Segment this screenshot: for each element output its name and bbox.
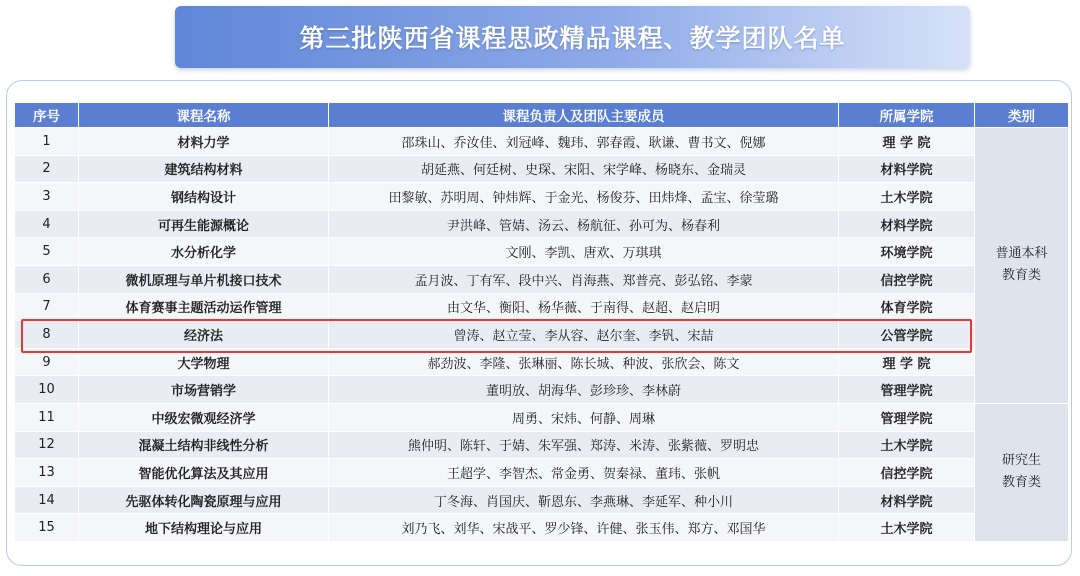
cell-college: 信控学院 <box>839 265 975 293</box>
cell-college: 管理学院 <box>839 403 975 431</box>
cell-course: 地下结构理论与应用 <box>79 514 329 542</box>
table-row <box>15 128 1069 156</box>
cell-college: 体育学院 <box>839 293 975 321</box>
table-row <box>15 293 1069 321</box>
table-row <box>15 183 1069 211</box>
cell-course: 体育赛事主题活动运作管理 <box>79 293 329 321</box>
table-header-row <box>15 103 1069 128</box>
cell-college: 理 学 院 <box>839 348 975 376</box>
cell-college: 环境学院 <box>839 238 975 266</box>
cell-no: 8 <box>15 321 79 349</box>
cell-no: 2 <box>15 155 79 183</box>
table-row <box>15 376 1069 404</box>
cell-members: 文刚、李凯、唐欢、万琪琪 <box>329 238 839 266</box>
cell-category: 研究生 教育类 <box>975 403 1069 541</box>
cell-no: 13 <box>15 459 79 487</box>
cell-no: 15 <box>15 514 79 542</box>
cell-members: 周勇、宋炜、何静、周琳 <box>329 403 839 431</box>
header-members: 课程负责人及团队主要成员 <box>329 103 839 128</box>
cell-members: 王超学、李智杰、常金勇、贺秦禄、董玮、张帆 <box>329 459 839 487</box>
cell-course: 微机原理与单片机接口技术 <box>79 265 329 293</box>
cell-course: 可再生能源概论 <box>79 210 329 238</box>
table-row <box>15 265 1069 293</box>
cell-no: 5 <box>15 238 79 266</box>
table-row <box>15 486 1069 514</box>
title-banner <box>175 6 970 68</box>
cell-college: 公管学院 <box>839 321 975 349</box>
cell-college: 管理学院 <box>839 376 975 404</box>
table-row <box>15 514 1069 542</box>
cell-no: 9 <box>15 348 79 376</box>
cell-no: 3 <box>15 183 79 211</box>
cell-category: 普通本科 教育类 <box>975 128 1069 404</box>
cell-no: 1 <box>15 128 79 156</box>
table-row <box>15 238 1069 266</box>
header-course: 课程名称 <box>79 103 329 128</box>
table-row <box>15 403 1069 431</box>
cell-no: 11 <box>15 403 79 431</box>
cell-college: 材料学院 <box>839 486 975 514</box>
cell-college: 土木学院 <box>839 431 975 459</box>
cell-college: 材料学院 <box>839 155 975 183</box>
cell-course: 中级宏微观经济学 <box>79 403 329 431</box>
page-title: 第三批陕西省课程思政精品课程、教学团队名单 <box>299 24 846 53</box>
cell-course: 建筑结构材料 <box>79 155 329 183</box>
cell-members: 田黎敏、苏明周、钟炜辉、于金光、杨俊芬、田炜烽、孟宝、徐莹璐 <box>329 183 839 211</box>
table-row <box>15 210 1069 238</box>
cell-members: 胡延燕、何廷树、史琛、宋阳、宋学峰、杨晓东、金瑞灵 <box>329 155 839 183</box>
header-college: 所属学院 <box>839 103 975 128</box>
cell-no: 12 <box>15 431 79 459</box>
table-row <box>15 431 1069 459</box>
cell-members: 尹洪峰、管婧、汤云、杨航征、孙可为、杨春利 <box>329 210 839 238</box>
cell-no: 7 <box>15 293 79 321</box>
cell-members: 熊仲明、陈轩、于婧、朱军强、郑涛、米涛、张紫薇、罗明忠 <box>329 431 839 459</box>
cell-college: 理 学 院 <box>839 128 975 156</box>
cell-course: 混凝土结构非线性分析 <box>79 431 329 459</box>
cell-course: 大学物理 <box>79 348 329 376</box>
cell-no: 4 <box>15 210 79 238</box>
table-row <box>15 155 1069 183</box>
cell-college: 材料学院 <box>839 210 975 238</box>
cell-course: 钢结构设计 <box>79 183 329 211</box>
cell-course: 经济法 <box>79 321 329 349</box>
cell-course: 市场营销学 <box>79 376 329 404</box>
header-no: 序号 <box>15 103 79 128</box>
cell-members: 丁冬海、肖国庆、靳恩东、李燕琳、李延军、种小川 <box>329 486 839 514</box>
cell-members: 曾涛、赵立莹、李从容、赵尔奎、李钒、宋喆 <box>329 321 839 349</box>
cell-course: 水分析化学 <box>79 238 329 266</box>
highlight-box <box>21 319 972 353</box>
cell-members: 郝劲波、李隆、张琳丽、陈长城、种波、张欣会、陈文 <box>329 348 839 376</box>
cell-college: 信控学院 <box>839 459 975 487</box>
cell-members: 孟月波、丁有军、段中兴、肖海燕、郑普亮、彭弘铭、李蒙 <box>329 265 839 293</box>
cell-course: 智能优化算法及其应用 <box>79 459 329 487</box>
cell-no: 14 <box>15 486 79 514</box>
cell-course: 先驱体转化陶瓷原理与应用 <box>79 486 329 514</box>
cell-members: 邵珠山、乔汝佳、刘冠峰、魏玮、郭春霞、耿谦、曹书文、倪娜 <box>329 128 839 156</box>
cell-course: 材料力学 <box>79 128 329 156</box>
cell-no: 6 <box>15 265 79 293</box>
cell-college: 土木学院 <box>839 514 975 542</box>
cell-no: 10 <box>15 376 79 404</box>
header-category: 类别 <box>975 103 1069 128</box>
cell-members: 董明放、胡海华、彭珍珍、李林蔚 <box>329 376 839 404</box>
cell-members: 由文华、衡阳、杨华薇、于南得、赵超、赵启明 <box>329 293 839 321</box>
cell-members: 刘乃飞、刘华、宋战平、罗少锋、许健、张玉伟、郑方、邓国华 <box>329 514 839 542</box>
table-row <box>15 459 1069 487</box>
cell-college: 土木学院 <box>839 183 975 211</box>
